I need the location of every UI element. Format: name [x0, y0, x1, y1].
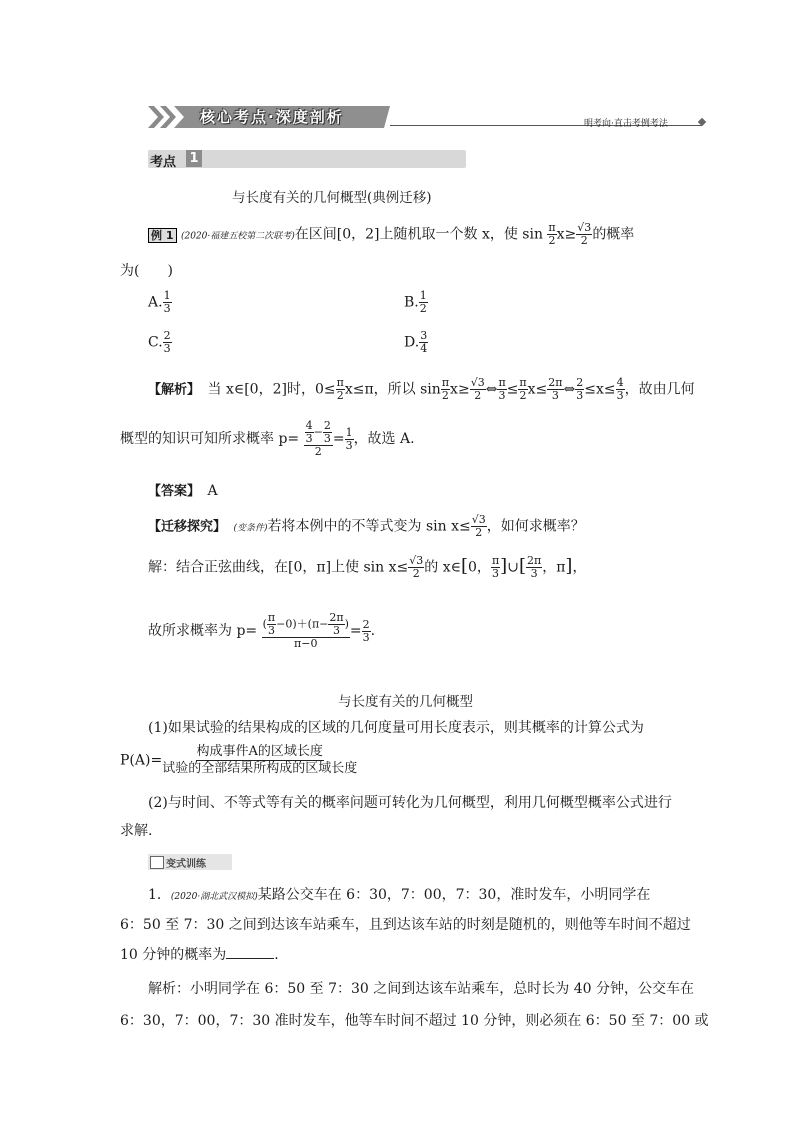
- section1-title: 与长度有关的几何概型(典例迁移): [232, 190, 432, 206]
- qianyi-line: 【迁移探究】 (变条件)若将本例中的不等式变为 sin x≤ $\frac{√3}{2}$ ，如何求概率？: [148, 513, 585, 539]
- kaodian-number: 1: [186, 150, 202, 167]
- header-subtitle: 明考向·直击考例考法: [584, 119, 668, 129]
- answer-blank: [226, 946, 274, 959]
- rule-formula: P(A)= $\frac{\text{构成事件A的区域长度}}{\text{试验的全部结果所构成的区域长度}}$: [120, 744, 358, 776]
- exercise-line1: 1．(2020·湖北武汉模拟)某路公交车在 6：30，7：00，7：30，准时发车，小明同学在: [148, 887, 651, 903]
- jiexi-line1: 【解析】 当 x∈[0，2]时，0≤ $\frac{\pi}{2}$ x≤π，所以 sin $\frac{\pi}{2}$ x≥ $\frac{√3}{2}$ ⇔ $\frac{\pi}{3}$ ≤ $\frac{\pi}{2}$ x≤ $\frac{2\pi}{3}$ ⇔ $\frac{2}{3}$ ≤x≤ $\frac{4}{3}$ ，故由几何: [148, 376, 695, 402]
- example-line1: 例 1 (2020·福建五校第二次联考)在区间[0，2]上随机取一个数 x，使 sin $\frac{\pi}{2}$ x≥ $\frac{√3}{2}$ 的概率: [148, 222, 634, 247]
- solution-line2: 故所求概率为 p= ( $\frac{\pi}{3}$ −0)＋(π− $\frac{2\pi}{3}$ ) π−0 = $\frac{2}{3}$ .: [148, 611, 376, 650]
- jiexi-line2: 概型的知识可知所求概率 p= $\frac{4}{3}$ − $\frac{2}{3}$ 2 = $\frac{1}{3}$ ，故选 A.: [120, 419, 415, 458]
- section2-title: 与长度有关的几何概型: [338, 694, 473, 710]
- rule-p2-end: 求解.: [120, 823, 153, 839]
- option-b: B. $\frac{1}{2}$: [404, 289, 427, 315]
- example-label: 例 1: [148, 228, 177, 243]
- rule-p1: (1)如果试验的结果构成的区域的几何度量可用长度表示，则其概率的计算公式为: [148, 720, 644, 736]
- solution-line1: 解：结合正弦曲线，在[0，π]上使 sin x≤ $\frac{√3}{2}$ 的 x∈[0， $\frac{\pi}{3}$ ]∪[ $\frac{2\pi}{3}$ ，π]，: [148, 554, 587, 580]
- ex-jiexi-line2: 6：30，7：00，7：30 准时发车，他等车时间不超过 10 分钟，则必须在 6：50 至 7：00 或: [120, 1013, 709, 1029]
- banner-title: 核心考点·深度剖析: [200, 108, 344, 126]
- ex-jiexi-line1: 解析：小明同学在 6：50 至 7：30 之间到达该车站乘车，总时长为 40 分钟，公交车在: [148, 981, 694, 997]
- rule-p2: (2)与时间、不等式等有关的概率问题可转化为几何概型，利用几何概型概率公式进行: [148, 795, 672, 811]
- jiexi-label: 【解析】: [148, 382, 194, 398]
- exercise-line2: 6：50 至 7：30 之间到达该车站乘车，且到达该车站的时刻是随机的，则他等车时间不超过: [120, 917, 691, 933]
- option-d: D. $\frac{3}{4}$: [404, 329, 428, 355]
- example-source: (2020·福建五校第二次联考): [180, 231, 295, 242]
- pencil-icon: [150, 856, 164, 869]
- example-stem: 在区间[0，2]上随机取一个数 x，使 sin: [294, 226, 543, 243]
- fraction: $\frac{√3}{2}$: [577, 221, 592, 247]
- option-c: C. $\frac{2}{3}$: [148, 329, 171, 355]
- fraction: $\frac{\pi}{2}$: [548, 221, 556, 247]
- bianshi-label: 变式训练: [166, 859, 206, 870]
- kaodian-label: 考点: [150, 155, 177, 170]
- example-line2: 为( ): [120, 263, 173, 279]
- answer-line: 【答案】 A: [148, 483, 218, 499]
- exercise-line3: 10 分钟的概率为 .: [120, 947, 279, 963]
- option-a: A. $\frac{1}{3}$: [148, 289, 171, 315]
- compound-fraction: $\frac{4}{3}$ − $\frac{2}{3}$ 2: [305, 419, 331, 458]
